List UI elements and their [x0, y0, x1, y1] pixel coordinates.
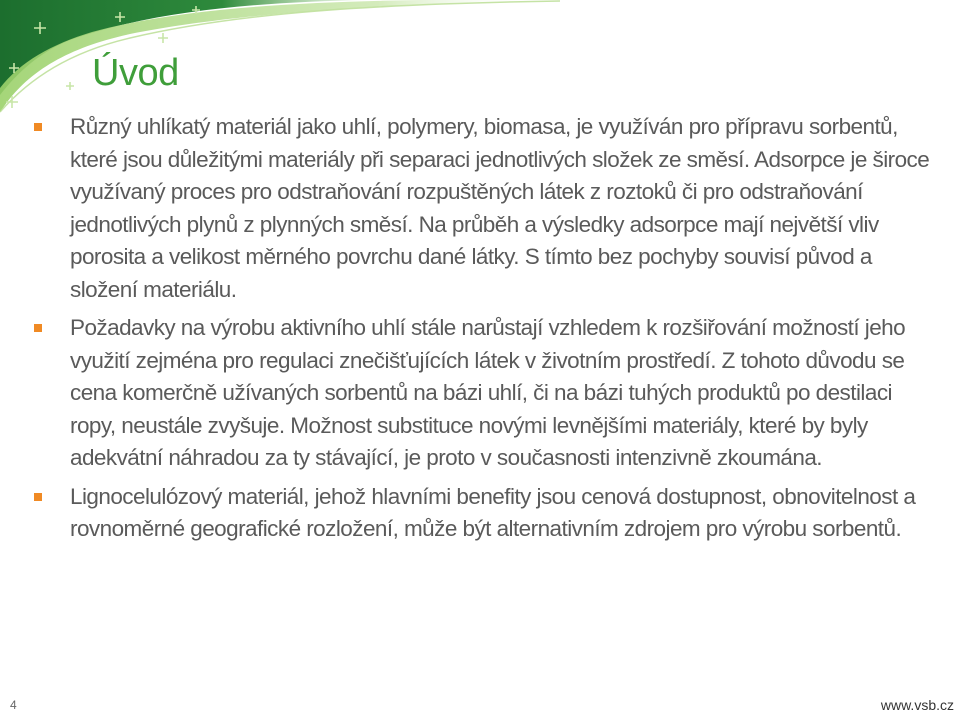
square-bullet-icon [34, 324, 42, 332]
square-bullet-icon [34, 493, 42, 501]
bullet-text: Lignocelulózový materiál, jehož hlavními benefity jsou cenová dostupnost, obnovitelnost a rovnoměrné geografické rozložení, může být alternativním zdrojem pro výrobu sorbentů. [70, 483, 916, 541]
bullet-text: Požadavky na výrobu aktivního uhlí stále narůstají vzhledem k rozšiřování možností jeho využití zejména pro regulaci znečišťujících látek v životním prostředí. Z tohoto důvodu se cena komerčně užívaných sorbentů na bázi uhlí, či na bázi tuhých produktů po destilaci ropy, neustále zvyšuje. Možnost substituce novými levnějšími materiály, které by byly adekvátní náhradou za ty stávající, je proto v současnosti intenzivně zkoumána. [70, 315, 906, 470]
footer-url[interactable]: www.vsb.cz [880, 697, 954, 713]
bullet-text: Různý uhlíkatý materiál jako uhlí, polymery, biomasa, je využíván pro přípravu sorbentů, které jsou důležitými materiály při separaci jednotlivých složek ze směsí. Adsorpce je široce využívaný proces pro odstraňování rozpuštěných látek z roztoků či pro odstraňování jednotlivých plynů z plynných směsí. Na průběh a výsledky adsorpce mají největší vliv porosita a velikost měrného povrchu dané látky. S tímto bez pochyby souvisí původ a složení materiálu. [70, 114, 930, 302]
bullet-item [34, 481, 939, 546]
page-number: 4 [10, 698, 17, 712]
square-bullet-icon [34, 123, 42, 131]
bullet-item [34, 111, 939, 306]
bullet-list [34, 111, 939, 552]
bullet-item [34, 312, 939, 475]
slide-title: Úvod [92, 52, 179, 94]
